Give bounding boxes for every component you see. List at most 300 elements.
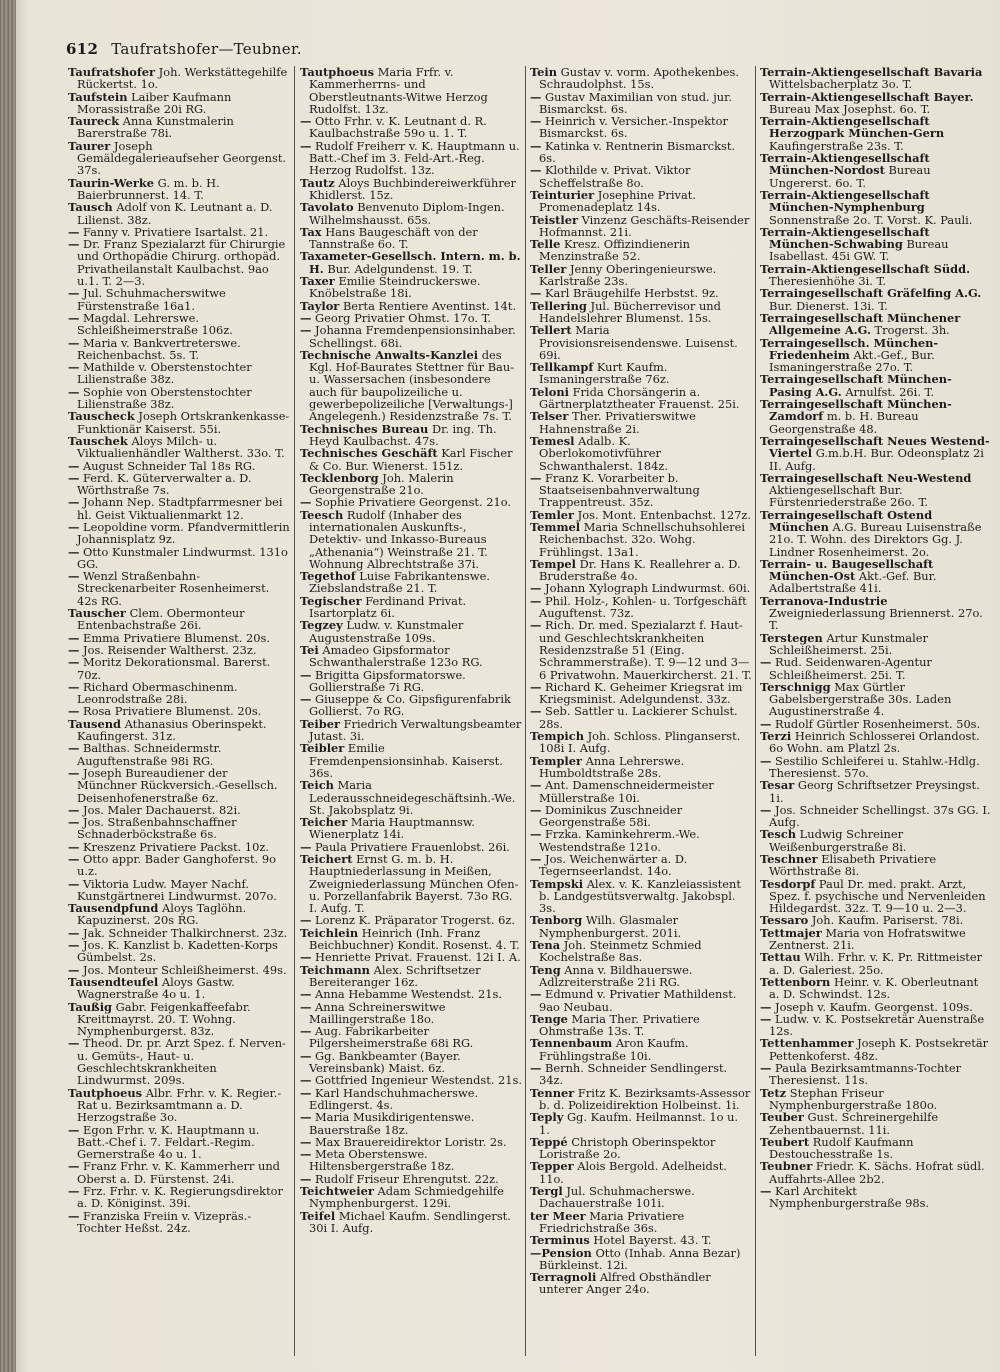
- directory-entry: [68, 177, 290, 202]
- entry-text: Maria v. Bankvertreterswe. Reichenbachst. 5s. T.: [77, 335, 241, 362]
- entry-text: Aloys Gastw. Wagnerstraße 4o u. 1.: [77, 974, 235, 1002]
- entry-heading: —: [68, 741, 80, 756]
- entry-heading: —: [300, 1085, 312, 1100]
- directory-entry: [530, 595, 752, 620]
- directory-entry: [760, 632, 992, 657]
- entry-text: G.m.b.H. Bur. Odeonsplatz 2i II. Aufg.: [769, 446, 984, 473]
- entry-heading: —: [760, 753, 772, 768]
- directory-entry: [300, 816, 522, 841]
- entry-text: Josephine Privat. Promenadeplatz 14s.: [539, 187, 696, 215]
- entry-heading: —: [68, 876, 80, 891]
- entry-heading: —: [530, 1061, 542, 1076]
- entry-heading: Tautphoeus: [68, 1085, 143, 1100]
- entry-heading: Tausendpfund: [68, 901, 159, 916]
- entry-text: Trogerst. 3h.: [874, 323, 950, 338]
- entry-text: Emma Privatiere Blumenst. 20s.: [83, 630, 270, 645]
- entry-text: Joseph Gemäldegalerieaufseher Georgenst. 37s.: [77, 138, 287, 178]
- directory-entry: [300, 742, 522, 779]
- entry-text: Emilie Fremdenpensionsinhab. Kaiserst. 36s.: [309, 741, 503, 780]
- entry-text: Fanny v. Privatiere Isartalst. 21.: [83, 224, 269, 239]
- entry-heading: —: [300, 692, 312, 707]
- entry-text: Rich. Dr. med. Spezialarzt f. Haut- und Geschlechtskrankheiten Residenzstraße 51 (Eing. Schrammerstraße). T. 9—12 und 3—6 Privatwohn. Mauerkircherst. 21. T.: [539, 618, 752, 682]
- directory-entry: [760, 312, 992, 337]
- entry-text: Alois Bergold. Adelheidst. 11o.: [539, 1159, 727, 1186]
- entry-text: Wilh. Glasmaler Nymphenburgerst. 201i.: [539, 913, 682, 940]
- entry-text: Maria Frfr. v. Kammerherrns- und Oberstleutnants-Witwe Herzog Rudolfst. 13z.: [309, 66, 488, 116]
- entry-text: Karl Fischer & Co. Bur. Wienerst. 151z.: [309, 446, 513, 473]
- entry-text: Viktoria Ludw. Mayer Nachf. Kunstgärtnerei Lindwurmst. 207o.: [77, 876, 277, 903]
- directory-entry: [530, 435, 752, 472]
- entry-heading: —: [530, 704, 542, 719]
- directory-entry: [68, 1087, 290, 1124]
- entry-text: Benvenuto Diplom-Ingen. Wilhelmshausst. 65s.: [309, 200, 505, 227]
- entry-text: Bureau Max Josephst. 6o. T.: [769, 101, 931, 116]
- entry-heading: —: [300, 1048, 312, 1063]
- entry-heading: Tessaro: [760, 913, 809, 928]
- entry-text: Akt.-Gef., Bur. Ismaningerstraße 27o. T.: [769, 347, 935, 375]
- directory-entry: [300, 779, 522, 816]
- directory-entry: [68, 1185, 290, 1210]
- entry-heading: —: [760, 1184, 772, 1199]
- entry-text: Jos. Schneider Schellingst. 37s GG. I. Aufg.: [769, 802, 991, 830]
- entry-heading: —: [530, 987, 542, 1002]
- directory-entry: [68, 386, 290, 411]
- entry-heading: Teicher: [300, 815, 348, 830]
- entry-heading: —: [68, 655, 80, 670]
- directory-entry: [530, 66, 752, 91]
- entry-text: August Schneider Tal 18s RG.: [83, 458, 256, 473]
- entry-heading: Teistler: [530, 212, 578, 227]
- directory-entry: [530, 1160, 752, 1185]
- entry-text: Kreszenz Privatiere Packst. 10z.: [83, 839, 270, 854]
- entry-heading: Tempel: [530, 556, 577, 571]
- directory-entry: [530, 779, 752, 804]
- directory-entry: [68, 718, 290, 743]
- directory-entry: [530, 189, 752, 214]
- entry-heading: Tettmajer: [760, 925, 822, 940]
- entry-heading: —: [68, 224, 80, 239]
- entry-text: Dr. ing. Th. Heyd Kaulbachst. 47s.: [309, 421, 497, 448]
- entry-text: Maria Ther. Privatiere Ohmstraße 13s. T.: [539, 1011, 700, 1039]
- entry-heading: —: [530, 89, 542, 104]
- entry-text: Aug. Fabrikarbeiter Pilgersheimerstraße 68i RG.: [309, 1024, 474, 1051]
- entry-text: Leopoldine vorm. Pfandvermittlerin Johannisplatz 9z.: [77, 519, 290, 547]
- entry-heading: Tecklenborg: [300, 470, 379, 485]
- directory-entry: [760, 656, 992, 681]
- entry-text: Artur Kunstmaler Schleißheimerst. 25i.: [769, 630, 928, 657]
- entry-text: Maria Privatiere Friedrichstraße 36s.: [539, 1208, 685, 1235]
- entry-heading: —: [68, 569, 80, 584]
- entry-heading: Temmel: [530, 519, 581, 534]
- entry-text: Friedrich Verwaltungsbeamter Jutast. 3i.: [309, 716, 522, 744]
- entry-text: Seb. Sattler u. Lackierer Schulst. 28s.: [539, 704, 738, 731]
- entry-text: Kurt Kaufm. Ismaningerstraße 76z.: [539, 360, 670, 387]
- directory-entry: [760, 152, 992, 189]
- column-rule: [294, 66, 295, 1356]
- directory-entry: [530, 300, 752, 325]
- directory-entry: [530, 1087, 752, 1112]
- entry-heading: —: [68, 962, 80, 977]
- entry-heading: Terragnoli: [530, 1270, 597, 1285]
- entry-heading: —: [68, 544, 80, 559]
- directory-entry: [530, 1062, 752, 1087]
- entry-heading: —: [68, 938, 80, 953]
- entry-text: Ther. Privatierswitwe Hahnenstraße 2i.: [539, 409, 696, 436]
- entry-heading: —: [530, 593, 542, 608]
- entry-heading: Tena: [530, 938, 561, 953]
- entry-heading: Teng: [530, 962, 561, 977]
- directory-entry: [300, 853, 522, 914]
- entry-text: Jos. Weichenwärter a. D. Tegernseerlandst. 14o.: [539, 852, 688, 879]
- entry-text: Wenzl Straßenbahn-Streckenarbeiter Rosenheimerst. 42s RG.: [77, 569, 270, 608]
- entry-text: Adalb. K. Oberlokomotivführer Schwanthalerst. 184z.: [539, 433, 668, 473]
- directory-entry: [530, 472, 752, 509]
- entry-heading: Tesdorpf: [760, 876, 816, 891]
- entry-heading: Tein: [530, 66, 558, 79]
- entry-text: Athanasius Oberinspekt. Kaufingerst. 31z.: [77, 716, 267, 744]
- entry-text: Jos. Monteur Schleißheimerst. 49s.: [83, 962, 287, 977]
- entry-heading: Terraingesellschaft München-Zamdorf: [760, 397, 952, 424]
- entry-text: Theresienhöhe 3i. T.: [769, 274, 886, 289]
- directory-entry: [760, 509, 992, 558]
- entry-heading: —: [68, 1159, 80, 1174]
- directory-entry: [68, 496, 290, 521]
- entry-heading: Tegethof: [300, 569, 356, 584]
- directory-entry: [760, 595, 992, 632]
- directory-entry: [68, 607, 290, 632]
- entry-heading: Tenner: [530, 1085, 575, 1100]
- directory-entry: [530, 238, 752, 263]
- directory-entry: [760, 472, 992, 509]
- entry-text: Gustav v. vorm. Apothekenbes. Schraudolphst. 15s.: [539, 66, 739, 92]
- entry-text: Maria Musikdirigentenswe. Bauerstraße 18z.: [309, 1110, 475, 1137]
- directory-entry: [68, 238, 290, 287]
- entry-heading: —: [300, 310, 312, 325]
- entry-heading: —: [530, 802, 542, 817]
- entry-heading: —: [68, 839, 80, 854]
- entry-heading: —: [300, 1024, 312, 1039]
- entry-heading: Terminus: [530, 1233, 590, 1248]
- entry-text: Joseph v. Kaufm. Georgenst. 109s.: [775, 999, 973, 1014]
- directory-entry: [300, 177, 522, 202]
- directory-entry: [530, 115, 752, 140]
- directory-entry: [300, 66, 522, 115]
- entry-heading: Terraingesellschaft Neues Westend-Viertel: [760, 433, 990, 461]
- entry-text: Paul Dr. med. prakt. Arzt, Spez. f. psychische und Nervenleiden Hildegardst. 32z. T. 9—10 u. 2—3.: [769, 876, 986, 916]
- entry-heading: Tesar: [760, 778, 795, 793]
- entry-heading: Terraingesellschaft Ostend München: [760, 507, 933, 534]
- entry-text: Ant. Damenschneidermeister Müllerstraße 10i.: [539, 778, 714, 805]
- entry-text: Heinr. v. K. Oberleutnant a. D. Schwindst. 12s.: [769, 974, 979, 1002]
- entry-text: Phil. Holz-, Kohlen- u. Torfgeschäft Auguftenst. 73z.: [539, 593, 747, 621]
- directory-entry: [760, 804, 992, 829]
- entry-text: Bur. Dienerst. 13i. T.: [769, 298, 888, 313]
- entry-text: Johann Xylograph Lindwurmst. 60i.: [545, 581, 751, 596]
- directory-entry: [68, 1001, 290, 1038]
- entry-heading: Tenge: [530, 1011, 568, 1026]
- entry-heading: —: [760, 802, 772, 817]
- directory-entry: [68, 853, 290, 878]
- entry-text: Adolf von K. Leutnant a. D. Lilienst. 38z.: [77, 200, 273, 227]
- entry-text: Karl Handschuhmacherswe. Edlingerst. 4s.: [309, 1085, 479, 1112]
- directory-entry: [530, 853, 752, 878]
- entry-heading: —Pension: [530, 1245, 592, 1260]
- entry-heading: Tausend: [68, 716, 121, 731]
- directory-entry: [530, 324, 752, 361]
- directory-entry: [300, 964, 522, 989]
- entry-heading: Taurer: [68, 138, 111, 153]
- entry-heading: Teichtweier: [300, 1184, 374, 1199]
- directory-entry: [300, 349, 522, 423]
- column-rule: [525, 66, 526, 1356]
- entry-text: Edmund v. Privatier Mathildenst. 9ao Neubau.: [539, 987, 737, 1014]
- entry-text: Bur. Adelgundenst. 19. T.: [327, 261, 473, 276]
- entry-heading: Tesch: [760, 827, 797, 842]
- entry-heading: —: [68, 704, 80, 719]
- entry-text: Alex. Schriftsetzer Bereiteranger 16z.: [309, 962, 481, 989]
- entry-heading: Taurin-Werke: [68, 175, 155, 190]
- entry-heading: Tettau: [760, 950, 801, 965]
- entry-heading: Technisches Geschäft: [300, 446, 438, 461]
- directory-entry: [530, 558, 752, 583]
- entry-heading: Tautphoeus: [300, 66, 375, 79]
- entry-heading: Terrain-Aktiengesellschaft München-Nymphenburg: [760, 187, 930, 215]
- page-number: 612: [66, 40, 99, 58]
- entry-text: Aloys Milch- u. Viktualienhändler Waltherst. 33o. T.: [77, 433, 285, 461]
- entry-text: Frzka. Kaminkehrerm.-We. Westendstraße 121o.: [539, 827, 700, 854]
- entry-text: Berta Rentiere Aventinst. 14t.: [342, 298, 517, 313]
- entry-text: Michael Kaufm. Sendlingerst. 30i I. Aufg.: [309, 1208, 511, 1235]
- entry-text: Lorenz K. Präparator Trogerst. 6z.: [315, 913, 515, 928]
- entry-text: Otto Kunstmaler Lindwurmst. 131o GG.: [77, 544, 288, 571]
- entry-text: Jos. K. Kanzlist b. Kadetten-Korps Gümbelst. 2s.: [77, 938, 278, 965]
- entry-text: Joh. Werkstättegehilfe Rückertst. 1o.: [77, 66, 288, 92]
- entry-text: Max Brauereidirektor Loristr. 2s.: [315, 1134, 507, 1149]
- entry-heading: —: [68, 519, 80, 534]
- entry-text: Fritz K. Bezirksamts-Assessor b. d. Polizeidirektion Holbeinst. 1i.: [539, 1085, 751, 1112]
- entry-text: Otto Frhr. v. K. Leutnant d. R. Kaulbachstraße 59o u. 1. T.: [309, 114, 487, 141]
- entry-heading: —: [68, 765, 80, 780]
- entry-heading: Taylor: [300, 298, 340, 313]
- entry-text: Jenny Oberingenieurswe. Karlstraße 23s.: [539, 261, 717, 289]
- entry-heading: —: [530, 618, 542, 633]
- entry-text: Franz Frhr. v. K. Kammerherr und Oberst a. D. Fürstenst. 24i.: [77, 1159, 280, 1186]
- directory-entry: [300, 1050, 522, 1075]
- directory-entry: [68, 410, 290, 435]
- entry-heading: —: [300, 1073, 312, 1088]
- entry-heading: Teifel: [300, 1208, 336, 1223]
- entry-text: Aloys Buchbindereiwerkführer Khidlerst. 15z.: [309, 175, 516, 202]
- entry-text: Paula Bezirksamtmanns-Tochter Theresienst. 11s.: [769, 1061, 962, 1088]
- entry-heading: —: [300, 1110, 312, 1125]
- entry-text: Ferd. K. Güterverwalter a. D. Wörthstraße 7s.: [77, 470, 252, 498]
- entry-heading: —: [300, 839, 312, 854]
- directory-entry: [68, 546, 290, 571]
- entry-text: Johanna Fremdenpensionsinhaber. Schellingst. 68i.: [309, 323, 516, 350]
- entry-text: Moritz Dekorationsmal. Barerst. 70z.: [77, 655, 271, 682]
- entry-text: Klothilde v. Privat. Viktor Scheffelstraße 8o.: [539, 163, 691, 190]
- entry-heading: —: [300, 987, 312, 1002]
- entry-heading: —: [68, 1184, 80, 1199]
- entry-text: G. m. b. H. Baierbrunnerst. 14. T.: [77, 175, 220, 202]
- entry-text: Luise Fabrikantenswe. Ziebslandstraße 21. T.: [309, 569, 490, 596]
- entry-text: Dr. Hans K. Reallehrer a. D. Bruderstraße 4o.: [539, 556, 741, 584]
- entry-heading: Teichmann: [300, 962, 370, 977]
- directory-entry: [760, 1185, 992, 1210]
- directory-entry: [68, 742, 290, 767]
- entry-heading: Tausendteufel: [68, 974, 159, 989]
- entry-heading: Teesch: [300, 507, 344, 522]
- entry-heading: Teply: [530, 1110, 564, 1125]
- entry-heading: Terraingesellschaft München-Pasing A.G.: [760, 372, 952, 399]
- entry-heading: Tergl: [530, 1184, 563, 1199]
- entry-heading: ter Meer: [530, 1208, 586, 1223]
- entry-text: Sonnenstraße 2o. T. Vorst. K. Pauli.: [769, 212, 973, 227]
- directory-entry: [300, 1185, 522, 1210]
- entry-text: Rud. Seidenwaren-Agentur Schleißheimerst. 25i. T.: [769, 655, 932, 682]
- entry-text: Giuseppe & Co. Gipsfigurenfabrik Gollierst. 7o RG.: [309, 692, 511, 719]
- entry-heading: —: [68, 470, 80, 485]
- directory-entry: [300, 115, 522, 140]
- entry-text: Dominikus Zuschneider Georgenstraße 58i.: [539, 802, 683, 830]
- directory-entry: [760, 1037, 992, 1062]
- entry-heading: Tepper: [530, 1159, 574, 1174]
- entry-heading: Teschner: [760, 852, 818, 866]
- entry-heading: —: [300, 138, 312, 153]
- directory-entry: [68, 91, 290, 116]
- directory-entry: [300, 447, 522, 472]
- directory-entry: [300, 324, 522, 349]
- entry-text: Sophie von Oberstenstochter Lilienstraße 38z.: [77, 384, 252, 412]
- entry-text: Heinrich v. Versicher.-Inspektor Bismarckst. 6s.: [539, 114, 728, 141]
- entry-heading: —: [68, 384, 80, 399]
- entry-heading: Tempich: [530, 729, 584, 744]
- directory-entry: [760, 287, 992, 312]
- entry-text: Aron Kaufm. Frühlingstraße 10i.: [539, 1036, 689, 1063]
- entry-heading: —: [530, 114, 542, 129]
- entry-heading: Teuber: [760, 1110, 804, 1125]
- entry-text: Jul. Schuhmacherswitwe Fürstenstraße 16a1.: [77, 286, 226, 313]
- directory-entry: [300, 509, 522, 570]
- directory-entry: [300, 226, 522, 251]
- directory-entry: [300, 1210, 522, 1235]
- entry-heading: Terschnigg: [760, 679, 831, 694]
- entry-heading: Tettenhammer: [760, 1036, 854, 1051]
- entry-heading: Teiber: [300, 716, 340, 731]
- entry-heading: Terrain-Aktiengesellschaft Bayer.: [760, 89, 974, 104]
- directory-entry: [68, 312, 290, 337]
- entry-text: Anna Schreinerswitwe Maillingerstraße 18o.: [309, 999, 446, 1026]
- directory-entry: [760, 1111, 992, 1136]
- entry-heading: —: [530, 470, 542, 485]
- directory-entry: [68, 1037, 290, 1086]
- entry-text: Frida Chorsängerin a. Gärtnerplatztheater Frauenst. 25i.: [539, 384, 740, 412]
- entry-heading: —: [68, 630, 80, 645]
- directory-entry: [530, 1271, 752, 1296]
- directory-entry: [760, 755, 992, 780]
- directory-entry: [300, 140, 522, 177]
- entry-heading: —: [300, 114, 312, 129]
- directory-entry: [68, 656, 290, 681]
- directory-entry: [300, 275, 522, 300]
- directory-entry: [300, 250, 522, 275]
- directory-entry: [68, 976, 290, 1001]
- entry-text: Rudolf Freiherr v. K. Hauptmann u. Batt.-Chef im 3. Feld-Art.-Reg. Herzog Rudolfst. 13z.: [309, 138, 520, 178]
- entry-heading: Terrain-Aktiengesellschaft München-Nordost: [760, 151, 930, 178]
- entry-text: Franz K. Vorarbeiter b. Staatseisenbahnverwaltung Trappentreust. 35z.: [539, 470, 700, 510]
- entry-heading: —: [68, 1036, 80, 1051]
- directory-column-2: [300, 66, 522, 1356]
- entry-text: m. b. H. Bureau Georgenstraße 48.: [769, 409, 919, 436]
- entry-text: Maria Provisionsreisendenswe. Luisenst. 69i.: [539, 323, 738, 362]
- directory-entry: [530, 214, 752, 239]
- entry-heading: Teppé: [530, 1134, 568, 1149]
- directory-entry: [300, 1087, 522, 1112]
- entry-text: Jul. Bücherrevisor und Handelslehrer Blumenst. 15s.: [539, 298, 721, 325]
- directory-entry: [68, 902, 290, 927]
- entry-heading: —: [300, 323, 312, 338]
- directory-entry: [530, 730, 752, 755]
- directory-entry: [68, 140, 290, 177]
- entry-heading: —: [68, 360, 80, 375]
- entry-text: Ludw. v. K. Postsekretär Auenstraße 12s.: [769, 1011, 985, 1039]
- entry-heading: —: [300, 999, 312, 1014]
- entry-heading: —: [530, 679, 542, 694]
- entry-text: Mathilde v. Oberstenstochter Lilienstraße 38z.: [77, 360, 252, 387]
- entry-text: Jos. Reisender Waltherst. 23z.: [83, 642, 257, 657]
- directory-entry: [530, 705, 752, 730]
- entry-heading: —: [530, 163, 542, 178]
- directory-entry: [760, 398, 992, 435]
- directory-entry: [300, 718, 522, 743]
- entry-heading: —: [300, 1171, 312, 1186]
- entry-text: Maria von Hofratswitwe Zentnerst. 21i.: [769, 925, 966, 953]
- entry-heading: —: [68, 925, 80, 940]
- directory-entry: [68, 287, 290, 312]
- directory-entry: [760, 681, 992, 718]
- directory-entry: [530, 1111, 752, 1136]
- entry-heading: Terrain-Aktiengesellschaft Bavaria: [760, 66, 983, 79]
- entry-heading: Taureck: [68, 114, 120, 129]
- entry-heading: —: [760, 1011, 772, 1026]
- entry-text: Paula Privatiere Frauenlobst. 26i.: [315, 839, 510, 854]
- entry-text: Ludw. v. Kunstmaler Augustenstraße 109s.: [309, 618, 464, 645]
- entry-heading: Tausch: [68, 200, 113, 215]
- directory-entry: [530, 521, 752, 558]
- entry-text: Johann Nep. Stadtpfarrmesner bei hl. Geist Viktualienmarkt 12.: [77, 495, 283, 522]
- entry-text: Maria Hauptmannsw. Wienerplatz 14i.: [309, 815, 475, 842]
- entry-heading: Terraingesellsch. München-Friedenheim: [760, 335, 939, 362]
- entry-heading: —: [68, 679, 80, 694]
- entry-text: Wittelsbacherplatz 3o. T.: [769, 77, 913, 92]
- entry-heading: Technisches Bureau: [300, 421, 429, 436]
- directory-column-4: [760, 66, 992, 1356]
- entry-heading: Tauschek: [68, 433, 128, 448]
- entry-heading: —: [68, 642, 80, 657]
- entry-heading: —: [300, 913, 312, 928]
- entry-text: Kaufingerstraße 23s. T.: [769, 138, 904, 153]
- entry-heading: —: [530, 778, 542, 793]
- entry-heading: Telser: [530, 409, 569, 424]
- directory-entry: [68, 1210, 290, 1235]
- directory-entry: [760, 337, 992, 374]
- entry-text: Bernh. Schneider Sendlingerst. 34z.: [539, 1061, 728, 1088]
- directory-entry: [300, 423, 522, 448]
- directory-entry: [300, 669, 522, 694]
- entry-text: Sestilio Schleiferei u. Stahlw.-Hdlg. Theresienst. 57o.: [769, 753, 980, 780]
- entry-text: Henriette Privat. Frauenst. 12i I. A.: [315, 950, 521, 965]
- entry-text: Gust. Schreinergehilfe Zehentbauernst. 11i.: [769, 1110, 939, 1137]
